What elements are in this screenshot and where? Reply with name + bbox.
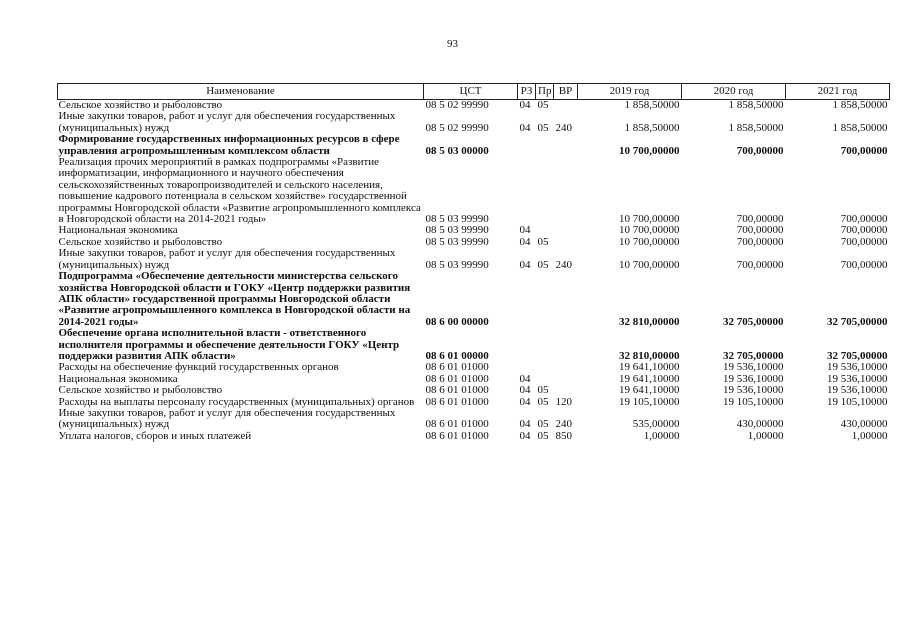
cell-rz: 04	[519, 395, 531, 408]
cell-2020: 19 536,10000	[723, 384, 784, 397]
cell-pr: 05	[537, 99, 549, 111]
cell-2020: 700,00000	[736, 224, 784, 237]
table-row	[58, 157, 890, 225]
cell-cst: 08 6 01 01000	[425, 372, 489, 385]
cell-2020: 1,00000	[747, 429, 784, 442]
cell-2021: 700,00000	[840, 235, 888, 248]
cell-cst: 08 5 03 99990	[425, 213, 489, 226]
cell-2019: 32 810,00000	[619, 315, 680, 328]
cell-pr	[536, 134, 554, 157]
cell-pr: 05	[537, 418, 549, 431]
page-number: 93	[447, 38, 458, 50]
cell-2019: 535,00000	[632, 418, 680, 431]
cell-vr: 120	[555, 395, 572, 408]
cell-2019: 10 700,00000	[619, 235, 680, 248]
table-row	[58, 248, 890, 271]
table-header-row	[58, 84, 890, 100]
cell-2021: 19 536,10000	[827, 361, 888, 374]
cell-2021: 700,00000	[840, 224, 888, 237]
cell-rz	[518, 134, 536, 157]
cell-pr: 05	[537, 384, 549, 397]
cell-name: Национальная экономика	[58, 224, 178, 237]
cell-2019: 19 641,10000	[619, 384, 680, 397]
cell-rz	[518, 157, 536, 225]
cell-vr	[554, 271, 578, 328]
cell-cst: 08 5 03 00000	[425, 144, 489, 157]
cell-pr	[536, 362, 554, 373]
col-header-2021: 2021 год	[786, 84, 890, 100]
cell-cst: 08 6 00 00000	[425, 315, 489, 328]
cell-2021: 700,00000	[840, 213, 888, 226]
cell-2021: 32 705,00000	[827, 315, 888, 328]
cell-2021: 700,00000	[840, 258, 888, 271]
cell-cst: 08 5 02 99990	[425, 121, 489, 134]
table-row	[58, 134, 890, 157]
cell-2020: 700,00000	[736, 235, 784, 248]
cell-rz: 04	[519, 258, 531, 271]
cell-vr	[554, 134, 578, 157]
cell-pr	[536, 157, 554, 225]
cell-vr	[554, 225, 578, 236]
table-row	[58, 111, 890, 134]
cell-2021: 1 858,50000	[832, 121, 888, 134]
col-header-name: Наименование	[58, 84, 424, 100]
cell-2020: 19 536,10000	[723, 372, 784, 385]
col-header-cst: ЦСТ	[424, 84, 518, 100]
table-row	[58, 431, 890, 442]
cell-2021: 19 105,10000	[827, 395, 888, 408]
cell-2020: 700,00000	[736, 258, 784, 271]
cell-pr: 05	[537, 121, 549, 134]
cell-pr: 05	[537, 395, 549, 408]
table-row	[58, 271, 890, 328]
cell-cst: 08 5 03 99990	[425, 235, 489, 248]
cell-pr: 05	[537, 235, 549, 248]
cell-name: Расходы на выплаты персоналу государственных (муниципальных) органов	[58, 395, 415, 408]
cell-name: Реализация прочих мероприятий в рамках подпрограммы «Развитие информатизации, информационного и научного обеспечения сельскохозяйственных товаропроизводителей и сельского населения, повышение кадрового потенциала в сельском хозяйстве» государственной программы Новгородской области «Развитие агропромышленного комплекса в Новгородской области на 2014-2021 годы»	[58, 156, 421, 226]
cell-2020: 19 536,10000	[723, 361, 784, 374]
cell-rz: 04	[519, 429, 531, 442]
budget-table	[57, 83, 890, 442]
cell-name: Сельское хозяйство и рыболовство	[58, 384, 223, 397]
cell-name: Подпрограмма «Обеспечение деятельности министерства сельского хозяйства Новгородской области и ГОКУ «Центр поддержки развития АПК области» государственной программы Новгородской области «Развитие агропромышленного комплекса в Новгородской области на 2014-2021 годы»	[58, 270, 411, 328]
cell-cst: 08 5 02 99990	[425, 99, 489, 111]
col-header-rz: РЗ	[518, 84, 536, 100]
cell-vr	[554, 374, 578, 385]
cell-vr	[554, 237, 578, 248]
cell-2019: 19 105,10000	[619, 395, 680, 408]
cell-vr: 240	[555, 121, 572, 134]
cell-2019: 1 858,50000	[624, 99, 680, 111]
cell-2021: 19 536,10000	[827, 384, 888, 397]
table-row	[58, 408, 890, 431]
cell-pr: 05	[537, 429, 549, 442]
cell-cst: 08 6 01 00000	[425, 349, 489, 362]
cell-2020: 32 705,00000	[723, 349, 784, 362]
cell-cst: 08 6 01 01000	[425, 418, 489, 431]
cell-2020: 1 858,50000	[728, 121, 784, 134]
cell-2020: 430,00000	[736, 418, 784, 431]
cell-2019: 10 700,00000	[619, 258, 680, 271]
cell-2019: 10 700,00000	[619, 144, 680, 157]
cell-cst: 08 6 01 01000	[425, 384, 489, 397]
cell-vr: 850	[555, 429, 572, 442]
cell-rz: 04	[519, 99, 531, 111]
cell-2020: 19 105,10000	[723, 395, 784, 408]
cell-2021: 1,00000	[851, 429, 888, 442]
cell-2021: 19 536,10000	[827, 372, 888, 385]
cell-2020: 700,00000	[736, 213, 784, 226]
cell-2019: 19 641,10000	[619, 372, 680, 385]
cell-name: Иные закупки товаров, работ и услуг для обеспечения государственных (муниципальных) нужд	[58, 247, 396, 271]
cell-2019: 19 641,10000	[619, 361, 680, 374]
cell-2020: 700,00000	[736, 144, 784, 157]
cell-vr	[554, 157, 578, 225]
table-row	[58, 385, 890, 396]
cell-name: Сельское хозяйство и рыболовство	[58, 99, 223, 111]
cell-2021: 700,00000	[840, 144, 888, 157]
cell-vr	[554, 385, 578, 396]
col-header-vr: ВР	[554, 84, 578, 100]
cell-rz	[518, 271, 536, 328]
col-header-pr: Пр	[536, 84, 554, 100]
cell-cst: 08 6 01 01000	[425, 361, 489, 374]
cell-2020: 1 858,50000	[728, 99, 784, 111]
cell-name: Формирование государственных информационных ресурсов в сфере управления агропромышленным комплексом области	[58, 133, 400, 157]
cell-cst: 08 6 01 01000	[425, 429, 489, 442]
cell-rz	[518, 328, 536, 362]
cell-vr	[554, 362, 578, 373]
cell-name: Уплата налогов, сборов и иных платежей	[58, 429, 252, 442]
cell-pr	[536, 328, 554, 362]
cell-2020: 32 705,00000	[723, 315, 784, 328]
cell-name: Сельское хозяйство и рыболовство	[58, 235, 223, 248]
cell-rz: 04	[519, 121, 531, 134]
cell-2019: 32 810,00000	[619, 349, 680, 362]
cell-cst: 08 5 03 99990	[425, 258, 489, 271]
cell-rz: 04	[519, 372, 531, 385]
col-header-2019: 2019 год	[578, 84, 682, 100]
cell-rz: 04	[519, 384, 531, 397]
cell-cst: 08 6 01 01000	[425, 395, 489, 408]
cell-rz: 04	[519, 418, 531, 431]
cell-vr	[554, 328, 578, 362]
cell-name: Расходы на обеспечение функций государственных органов	[58, 361, 339, 374]
cell-cst: 08 5 03 99990	[425, 224, 489, 237]
cell-vr: 240	[555, 258, 572, 271]
col-header-2020: 2020 год	[682, 84, 786, 100]
cell-2019: 1 858,50000	[624, 121, 680, 134]
cell-name: Обеспечение органа исполнительной власти - ответственного исполнителя программы и обеспечение деятельности ГОКУ «Центр поддержки развития АПК области»	[58, 327, 400, 362]
cell-rz: 04	[519, 224, 531, 237]
cell-vr: 240	[555, 418, 572, 431]
cell-pr	[536, 271, 554, 328]
cell-name: Национальная экономика	[58, 372, 178, 385]
cell-2019: 10 700,00000	[619, 224, 680, 237]
cell-rz: 04	[519, 235, 531, 248]
cell-2019: 10 700,00000	[619, 213, 680, 226]
cell-name: Иные закупки товаров, работ и услуг для обеспечения государственных (муниципальных) нужд	[58, 110, 396, 134]
table-row	[58, 328, 890, 362]
cell-vr	[554, 100, 578, 112]
cell-name: Иные закупки товаров, работ и услуг для обеспечения государственных (муниципальных) нужд	[58, 406, 396, 431]
cell-pr: 05	[537, 258, 549, 271]
cell-2021: 32 705,00000	[827, 349, 888, 362]
cell-2021: 430,00000	[840, 418, 888, 431]
cell-2019: 1,00000	[643, 429, 680, 442]
cell-2021: 1 858,50000	[832, 99, 888, 111]
